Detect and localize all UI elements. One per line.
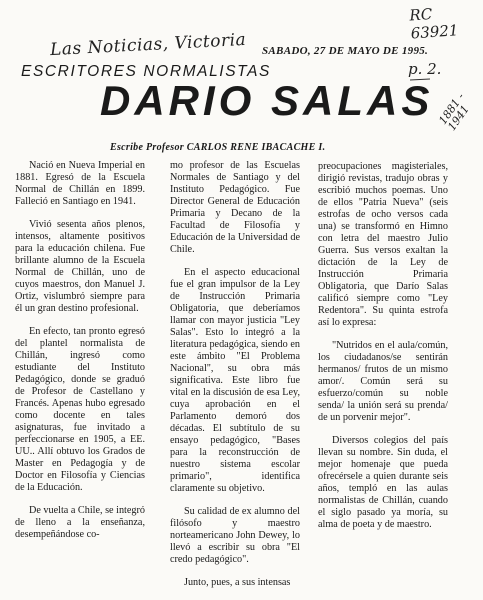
column-1-paragraph: En efecto, tan pronto egresó del plantel normalista de Chillán, ingresó como estudiante del Instituto Pedagógico, donde se graduó de Profesor de Castellano y Francés. Apenas hubo egresado como docente en tales asignaturas, fue invitado a perfeccionarse en 1905, a EE. UU.. Allí obtuvo los Grados de Master en Pedagogía y de Doctor en Filosofía y Ciencias de la Educación. [15, 326, 145, 493]
article-headline: DARIO SALAS [100, 77, 434, 124]
column-1-paragraph: Vivió sesenta años plenos, intensos, altamente positivos para la educación chilena. Fue brillante alumno de la Escuela Normal de Chillán, uno de cuyos maestros, don Manuel J. Ortiz, vislumbró siempre para él un gran destino profesional. [15, 219, 145, 314]
column-2-paragraph: En el aspecto educacional fue el gran impulsor de la Ley de Instrucción Primaria Obligatoria, que deberíamos llamar con mayor justicia "Ley Salas". Esto lo integró a la literatura pedagógica, siendo en este ámbito "El Problema Nacional", su obra más significativa. Este libro fue vital en la discusión de esa Ley, cuya aprobación en el Parlamento demoró dos décadas. El subtítulo de su ensayo pedagógico, "Bases para la reconstrucción de nuestro sistema escolar primario", identifica claramente su objetivo. [170, 267, 300, 494]
column-1-paragraph: Nació en Nueva Imperial en 1881. Egresó de la Escuela Normal de Chillán en 1899. Falleció en Santiago en 1941. [15, 160, 145, 207]
publication-date: SABADO, 27 DE MAYO DE 1995. [262, 45, 429, 57]
section-kicker: ESCRITORES NORMALISTAS [21, 63, 271, 80]
article-column-3 [318, 161, 448, 542]
article-column-2 [170, 160, 300, 600]
handwritten-archive-code: RC 63921 [408, 5, 459, 43]
column-3-paragraph: "Nutridos en el aula/común, los ciudadanos/se sentirán hermanos/ frutos de un mismo amor/. Común será su esfuerzo/común su noble senda/ la unión será su prenda/ de un porvenir mejor". [318, 340, 448, 423]
column-2-paragraph: mo profesor de las Escuelas Normales de Santiago y del Instituto Pedagógico. Fue Director General de Educación Primaria y Decano de la Facultad de Filosofía y Educación de la Universidad de Chile. [170, 160, 300, 255]
handwritten-years-note: 1881 - 1941 [436, 90, 472, 134]
column-3-paragraph: Diversos colegios del país llevan su nombre. Sin duda, el mejor homenaje que pueda ofrecérsele a quien durante seis años, templó en las aulas normalistas de Chillán, cuando el siglo pasado ya moría, su alma de poeta y de maestro. [318, 435, 448, 530]
article-column-1 [15, 160, 145, 552]
column-2-paragraph: Junto, pues, a sus intensas [184, 577, 291, 588]
article-byline: Escribe Profesor CARLOS RENE IBACACHE I. [110, 142, 326, 153]
handwritten-page-number: p. 2. [408, 60, 442, 78]
column-1-paragraph: De vuelta a Chile, se integró de lleno a la enseñanza, desempeñándose co- [15, 505, 145, 540]
column-3-paragraph: preocupaciones magisteriales, dirigió revistas, tradujo obras y escribió muchos poemas. Uno de ellos "Patria Nueva" (seis estrofas de ocho versos cada una) se transformó en Himno con letra del maestro Julio Guerra. Sus versos exaltan la dictación de la Ley de Instrucción Primaria Obligatoria, que Darío Salas calificó siempre como "Ley Redentora". Su quinta estrofa así lo expresa: [318, 161, 448, 328]
column-2-paragraph: Su calidad de ex alumno del filósofo y maestro norteamericano John Dewey, lo llevó a escribir su obra "El credo pedagógico". [170, 506, 300, 565]
handwritten-source-note: Las Noticias, Victoria [49, 29, 247, 61]
